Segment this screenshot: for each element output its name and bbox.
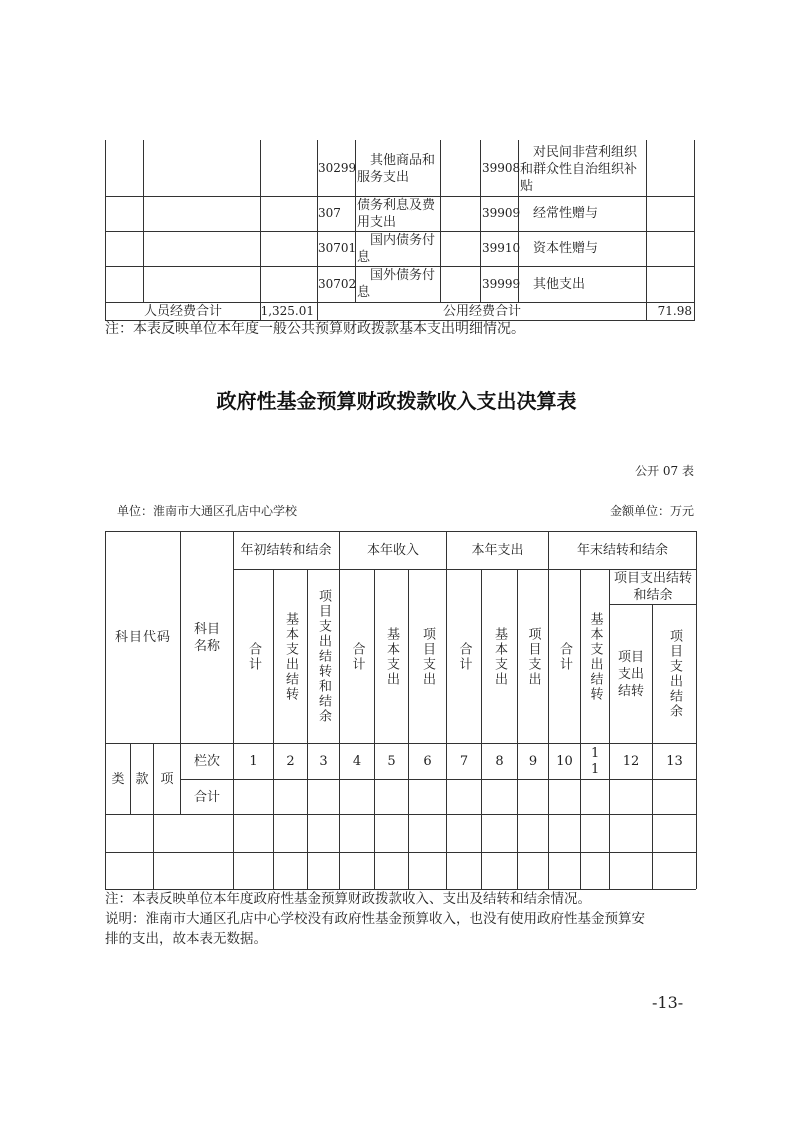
- expense-code: 30299: [318, 160, 357, 175]
- personnel-total-label: 人员经费合计: [143, 304, 222, 319]
- top-table-note: 注：本表反映单位本年度一般公共预算财政拨款基本支出明细情况。: [105, 321, 525, 337]
- column-number: 9: [528, 754, 538, 769]
- header-project-carry: 项目支出结转: [617, 649, 644, 699]
- table-row-divider: [105, 814, 696, 815]
- expense-name: 对民间非营利组织和群众性自治组织补贴: [520, 145, 638, 194]
- header-project-expense: 项目支出: [525, 626, 541, 687]
- column-number: 1: [249, 754, 258, 769]
- expense-name: 其他支出: [533, 276, 586, 292]
- column-number: 6: [423, 754, 432, 769]
- header-group-income: 本年收入: [366, 543, 419, 558]
- column-number: 4: [352, 754, 362, 769]
- table-divider: [260, 140, 261, 320]
- header-project-carry-group: 项目支出结转和结余: [613, 571, 692, 603]
- expense-code: 39909: [482, 206, 521, 220]
- table-divider: [609, 569, 610, 889]
- page-title: 政府性基金预算财政拨款收入支出决算表: [216, 389, 577, 413]
- header-project-expense: 项目支出: [420, 626, 435, 687]
- column-number: 2: [286, 754, 295, 769]
- table-divider: [440, 140, 441, 303]
- table-border: [694, 140, 695, 320]
- unit-label: 单位：淮南市大通区孔店中心学校: [117, 504, 298, 518]
- row-sum-label: 合计: [193, 789, 220, 805]
- public-total-value: 71.98: [657, 304, 692, 318]
- header-basic-expense: 基本支出: [492, 626, 507, 687]
- header-kuan: 款: [135, 771, 149, 787]
- expense-name: 经常性赠与: [533, 206, 599, 221]
- explanation-line-2: 排的支出，故本表无数据。: [105, 931, 267, 947]
- column-number: 5: [387, 754, 396, 769]
- header-basic-carry: 基本支出结转: [283, 611, 298, 702]
- header-project-carry-balance: 项目支出结转和结余: [316, 589, 331, 724]
- expense-name: 其他商品和服务支出: [357, 153, 436, 185]
- bottom-table-note: 注：本表反映单位本年度政府性基金预算财政拨款收入、支出及结转和结余情况。: [105, 891, 591, 907]
- expense-name: 国外债务付息: [357, 268, 436, 300]
- header-subject-code: 科目代码: [114, 630, 171, 645]
- column-number: 7: [459, 754, 469, 769]
- header-total: 合计: [557, 641, 572, 672]
- table-border: [105, 889, 696, 890]
- header-total: 合计: [246, 641, 261, 672]
- expense-code: 39910: [482, 241, 521, 255]
- table-divider: [480, 140, 481, 303]
- header-total: 合计: [349, 641, 365, 672]
- table-divider: [180, 779, 696, 780]
- header-group-end: 年末结转和结余: [576, 543, 668, 558]
- header-column-number: 栏次: [193, 754, 220, 769]
- header-project-balance: 项目支出结余: [667, 629, 682, 719]
- expense-name: 债务利息及费用支出: [357, 198, 436, 230]
- expense-code: 30701: [318, 241, 357, 255]
- explanation-line-1: 说明：淮南市大通区孔店中心学校没有政府性基金预算收入，也没有使用政府性基金预算安: [105, 911, 645, 927]
- header-subject-name: 科目名称: [193, 621, 220, 654]
- table-border: [696, 531, 697, 889]
- column-number: 8: [495, 754, 504, 769]
- expense-name: 国内债务付息: [357, 233, 436, 265]
- table-divider: [646, 140, 647, 320]
- table-border: [105, 140, 106, 320]
- column-number: 3: [319, 754, 328, 769]
- header-xiang: 项: [160, 771, 174, 787]
- expense-code: 39908: [482, 160, 521, 175]
- column-number: 10: [556, 754, 573, 769]
- expense-code: 39999: [482, 276, 521, 291]
- header-group-begin: 年初结转和结余: [240, 543, 332, 558]
- expense-code: 30702: [318, 276, 357, 291]
- column-number: 11: [591, 745, 600, 777]
- column-number: 13: [666, 754, 683, 769]
- table-divider: [143, 140, 144, 303]
- personnel-total-value: 1,325.01: [260, 304, 314, 318]
- header-lei: 类: [111, 771, 125, 787]
- amount-unit-label: 金额单位：万元: [609, 504, 694, 518]
- column-number: 12: [622, 754, 640, 769]
- table-row-divider: [105, 852, 696, 853]
- header-basic-carry: 基本支出结转: [587, 611, 603, 702]
- expense-name: 资本性赠与: [533, 241, 599, 256]
- header-basic-expense: 基本支出: [384, 626, 399, 687]
- form-number: 公开 07 表: [635, 464, 694, 478]
- expense-code: 307: [318, 206, 341, 220]
- public-total-label: 公用经费合计: [442, 304, 521, 319]
- header-group-expense: 本年支出: [471, 543, 524, 558]
- page-number: -13-: [652, 993, 684, 1012]
- header-total: 合计: [456, 641, 472, 672]
